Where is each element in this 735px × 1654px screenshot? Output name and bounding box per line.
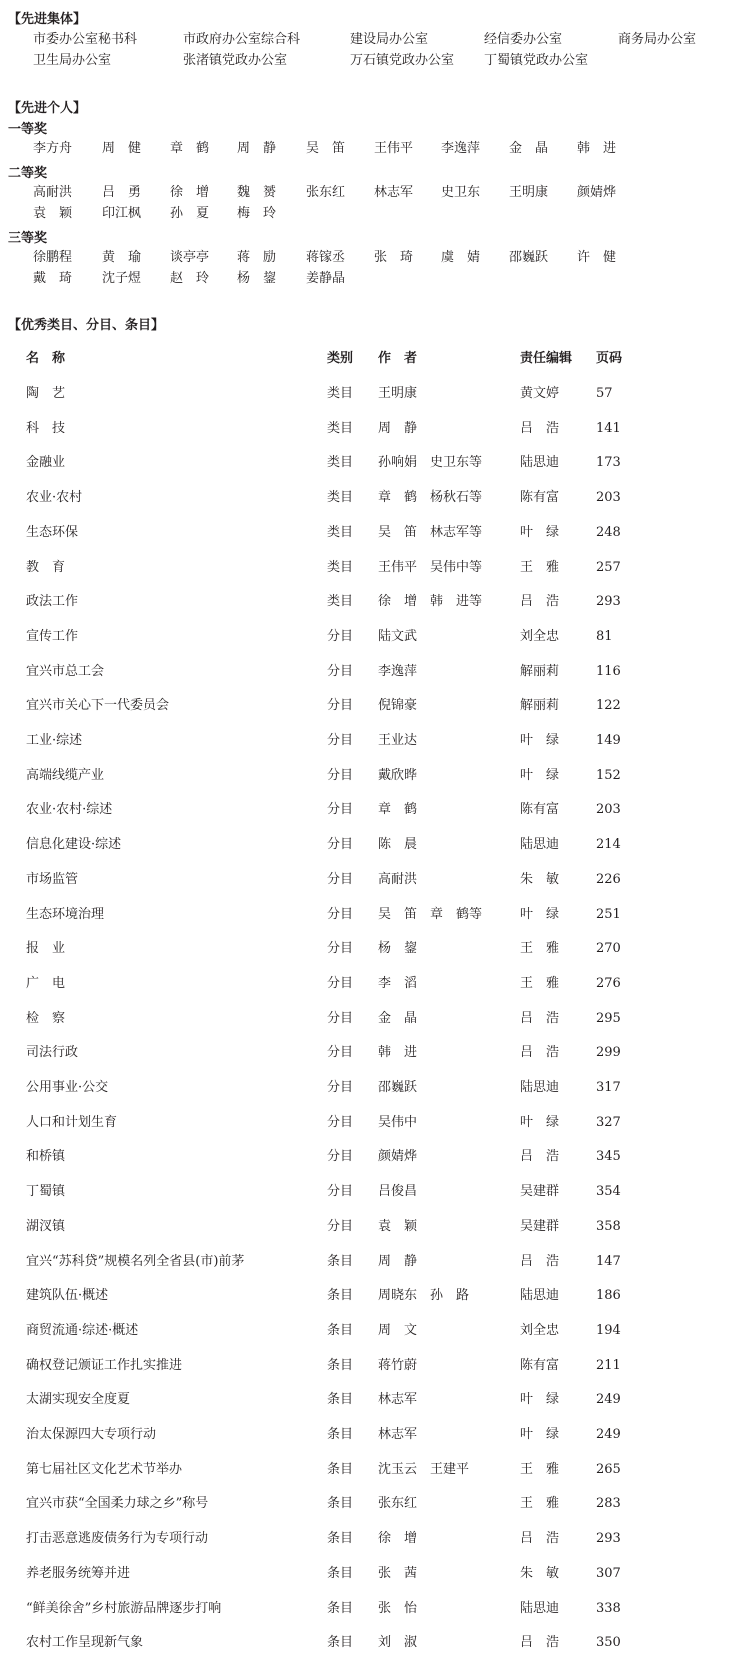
cell-type: 条目 bbox=[327, 1566, 354, 1581]
cell-editor: 黄文婷 bbox=[520, 386, 560, 401]
cell-type: 条目 bbox=[327, 1601, 354, 1616]
cell-name: 工业·综述 bbox=[26, 733, 83, 748]
cell-type: 条目 bbox=[327, 1427, 354, 1442]
cell-author: 徐 增 bbox=[378, 1531, 418, 1546]
cell-page: 307 bbox=[596, 1566, 621, 1581]
cell-name: 第七届社区文化艺术节举办 bbox=[26, 1462, 183, 1477]
cell-name: 信息化建设·综述 bbox=[26, 837, 122, 852]
cell-author: 张东红 bbox=[378, 1496, 418, 1511]
person-name: 袁 颖 bbox=[33, 206, 73, 221]
cell-author: 高耐洪 bbox=[378, 872, 418, 887]
person-name: 吴 笛 bbox=[306, 141, 346, 156]
cell-author: 林志军 bbox=[378, 1392, 418, 1407]
cell-name: 宜兴市总工会 bbox=[26, 664, 105, 679]
cell-page: 358 bbox=[596, 1219, 621, 1234]
cell-author: 倪锦豪 bbox=[378, 698, 418, 713]
person-name: 沈子煜 bbox=[102, 271, 142, 286]
cell-author: 周 文 bbox=[378, 1323, 418, 1338]
cell-editor: 叶 绿 bbox=[520, 768, 560, 783]
cell-editor: 王 雅 bbox=[520, 941, 560, 956]
table-row bbox=[0, 1146, 735, 1168]
cell-type: 类目 bbox=[327, 560, 354, 575]
person-name: 张 琦 bbox=[374, 250, 414, 265]
cell-name: 检 察 bbox=[26, 1011, 66, 1026]
cell-page: 283 bbox=[596, 1496, 621, 1511]
table-row bbox=[0, 522, 735, 544]
person-name: 周 静 bbox=[237, 141, 277, 156]
cell-editor: 吕 浩 bbox=[520, 1635, 560, 1650]
table-row bbox=[0, 765, 735, 787]
cell-page: 295 bbox=[596, 1011, 621, 1026]
cell-page: 249 bbox=[596, 1427, 621, 1442]
cell-page: 226 bbox=[596, 872, 621, 887]
cell-page: 265 bbox=[596, 1462, 621, 1477]
cell-editor: 陆思迪 bbox=[520, 1080, 560, 1095]
cell-author: 刘 淑 bbox=[378, 1635, 418, 1650]
cell-name: 商贸流通·综述·概述 bbox=[26, 1323, 139, 1338]
cell-editor: 解丽莉 bbox=[520, 698, 560, 713]
cell-type: 分目 bbox=[327, 1184, 354, 1199]
person-name: 蒋镓丞 bbox=[306, 250, 346, 265]
cell-editor: 陆思迪 bbox=[520, 837, 560, 852]
collective-unit: 万石镇党政办公室 bbox=[350, 53, 455, 68]
cell-editor: 刘全忠 bbox=[520, 1323, 560, 1338]
cell-name: 报 业 bbox=[26, 941, 66, 956]
cell-editor: 叶 绿 bbox=[520, 525, 560, 540]
person-name: 史卫东 bbox=[441, 185, 481, 200]
person-name: 周 健 bbox=[102, 141, 142, 156]
cell-type: 条目 bbox=[327, 1358, 354, 1373]
collective-unit: 市委办公室秘书科 bbox=[33, 32, 138, 47]
cell-editor: 王 雅 bbox=[520, 560, 560, 575]
cell-editor: 叶 绿 bbox=[520, 733, 560, 748]
cell-page: 257 bbox=[596, 560, 621, 575]
table-row bbox=[0, 591, 735, 613]
table-row bbox=[0, 1355, 735, 1377]
cell-editor: 吕 浩 bbox=[520, 1011, 560, 1026]
cell-name: 教 育 bbox=[26, 560, 66, 575]
cell-author: 王伟平 吴伟中等 bbox=[378, 560, 483, 575]
table-row bbox=[0, 904, 735, 926]
table-row bbox=[0, 1042, 735, 1064]
cell-type: 条目 bbox=[327, 1531, 354, 1546]
table-row bbox=[0, 1181, 735, 1203]
cell-type: 条目 bbox=[327, 1392, 354, 1407]
table-row bbox=[0, 1424, 735, 1446]
cell-editor: 吕 浩 bbox=[520, 1045, 560, 1060]
cell-author: 陈 晨 bbox=[378, 837, 418, 852]
table-row bbox=[0, 661, 735, 683]
cell-author: 陆文武 bbox=[378, 629, 418, 644]
cell-page: 276 bbox=[596, 976, 621, 991]
column-header-editor: 责任编辑 bbox=[520, 351, 573, 366]
cell-name: 农业·农村 bbox=[26, 490, 83, 505]
cell-author: 戴欣晔 bbox=[378, 768, 418, 783]
cell-name: 陶 艺 bbox=[26, 386, 66, 401]
person-name: 赵 玲 bbox=[170, 271, 210, 286]
cell-name: 农村工作呈现新气象 bbox=[26, 1635, 144, 1650]
table-row bbox=[0, 1216, 735, 1238]
person-name: 孙 夏 bbox=[170, 206, 210, 221]
cell-name: 宜兴“苏科贷”规模名列全省县(市)前茅 bbox=[26, 1254, 245, 1269]
cell-name: 生态环境治理 bbox=[26, 907, 105, 922]
cell-name: 宜兴市获“全国柔力球之乡”称号 bbox=[26, 1496, 209, 1511]
cell-author: 张 怡 bbox=[378, 1601, 418, 1616]
table-row bbox=[0, 557, 735, 579]
table-row bbox=[0, 834, 735, 856]
cell-author: 沈玉云 王建平 bbox=[378, 1462, 470, 1477]
cell-page: 173 bbox=[596, 455, 621, 470]
cell-name: 市场监管 bbox=[26, 872, 79, 887]
person-name: 邵巍跃 bbox=[509, 250, 549, 265]
cell-editor: 吕 浩 bbox=[520, 421, 560, 436]
cell-type: 类目 bbox=[327, 455, 354, 470]
cell-name: 湖汊镇 bbox=[26, 1219, 66, 1234]
cell-editor: 吴建群 bbox=[520, 1184, 560, 1199]
cell-name: 人口和计划生育 bbox=[26, 1115, 118, 1130]
person-name: 魏 赟 bbox=[237, 185, 277, 200]
person-name: 王明康 bbox=[509, 185, 549, 200]
cell-author: 袁 颖 bbox=[378, 1219, 418, 1234]
cell-page: 345 bbox=[596, 1149, 621, 1164]
table-row bbox=[0, 1320, 735, 1342]
table-row bbox=[0, 418, 735, 440]
collective-unit: 张渚镇党政办公室 bbox=[183, 53, 288, 68]
second-prize-label: 二等奖 bbox=[8, 166, 48, 181]
table-header bbox=[0, 348, 735, 370]
table-row bbox=[0, 626, 735, 648]
cell-page: 338 bbox=[596, 1601, 621, 1616]
person-name: 谈亭亭 bbox=[170, 250, 210, 265]
cell-editor: 王 雅 bbox=[520, 1496, 560, 1511]
cell-editor: 叶 绿 bbox=[520, 1427, 560, 1442]
table-row bbox=[0, 1285, 735, 1307]
cell-page: 317 bbox=[596, 1080, 621, 1095]
cell-editor: 王 雅 bbox=[520, 1462, 560, 1477]
column-header-author: 作 者 bbox=[378, 351, 418, 366]
cell-name: 司法行政 bbox=[26, 1045, 79, 1060]
cell-editor: 陈有富 bbox=[520, 1358, 560, 1373]
collective-unit: 市政府办公室综合科 bbox=[183, 32, 301, 47]
excellent-heading: 【优秀类目、分目、条目】 bbox=[8, 318, 165, 333]
cell-editor: 陈有富 bbox=[520, 802, 560, 817]
cell-page: 152 bbox=[596, 768, 621, 783]
cell-type: 条目 bbox=[327, 1288, 354, 1303]
table-row bbox=[0, 1077, 735, 1099]
cell-author: 蒋竹蔚 bbox=[378, 1358, 418, 1373]
table-row bbox=[0, 1008, 735, 1030]
cell-type: 类目 bbox=[327, 525, 354, 540]
cell-type: 分目 bbox=[327, 733, 354, 748]
third-prize-label: 三等奖 bbox=[8, 231, 48, 246]
person-name: 虞 婧 bbox=[441, 250, 481, 265]
cell-author: 吴 笛 林志军等 bbox=[378, 525, 483, 540]
cell-name: 打击恶意逃废债务行为专项行动 bbox=[26, 1531, 209, 1546]
person-name: 黄 瑜 bbox=[102, 250, 142, 265]
cell-editor: 朱 敏 bbox=[520, 1566, 560, 1581]
cell-editor: 陆思迪 bbox=[520, 1288, 560, 1303]
cell-editor: 叶 绿 bbox=[520, 1115, 560, 1130]
table-row bbox=[0, 383, 735, 405]
person-name: 金 晶 bbox=[509, 141, 549, 156]
person-name: 李逸萍 bbox=[441, 141, 481, 156]
cell-page: 251 bbox=[596, 907, 621, 922]
cell-type: 分目 bbox=[327, 698, 354, 713]
table-row bbox=[0, 938, 735, 960]
cell-type: 条目 bbox=[327, 1635, 354, 1650]
cell-type: 分目 bbox=[327, 664, 354, 679]
cell-page: 327 bbox=[596, 1115, 621, 1130]
cell-page: 203 bbox=[596, 802, 621, 817]
cell-name: “鲜美徐舍”乡村旅游品牌逐步打响 bbox=[26, 1601, 222, 1616]
person-name: 高耐洪 bbox=[33, 185, 73, 200]
cell-name: 丁蜀镇 bbox=[26, 1184, 66, 1199]
person-name: 李方舟 bbox=[33, 141, 73, 156]
cell-type: 分目 bbox=[327, 837, 354, 852]
cell-editor: 陈有富 bbox=[520, 490, 560, 505]
cell-type: 条目 bbox=[327, 1496, 354, 1511]
cell-editor: 刘全忠 bbox=[520, 629, 560, 644]
cell-author: 李逸萍 bbox=[378, 664, 418, 679]
cell-page: 354 bbox=[596, 1184, 621, 1199]
person-name: 章 鹤 bbox=[170, 141, 210, 156]
cell-editor: 吕 浩 bbox=[520, 1149, 560, 1164]
cell-author: 李 滔 bbox=[378, 976, 418, 991]
cell-name: 广 电 bbox=[26, 976, 66, 991]
table-row bbox=[0, 1598, 735, 1620]
cell-editor: 吕 浩 bbox=[520, 1531, 560, 1546]
collective-unit: 商务局办公室 bbox=[618, 32, 697, 47]
collective-unit: 建设局办公室 bbox=[350, 32, 429, 47]
cell-name: 政法工作 bbox=[26, 594, 79, 609]
cell-editor: 朱 敏 bbox=[520, 872, 560, 887]
cell-author: 徐 增 韩 进等 bbox=[378, 594, 483, 609]
person-name: 梅 玲 bbox=[237, 206, 277, 221]
column-header-page: 页码 bbox=[596, 351, 623, 366]
table-row bbox=[0, 487, 735, 509]
cell-author: 王明康 bbox=[378, 386, 418, 401]
cell-author: 颜婧烨 bbox=[378, 1149, 418, 1164]
cell-editor: 陆思迪 bbox=[520, 455, 560, 470]
collective-unit: 卫生局办公室 bbox=[33, 53, 112, 68]
cell-author: 金 晶 bbox=[378, 1011, 418, 1026]
cell-type: 分目 bbox=[327, 1115, 354, 1130]
cell-editor: 叶 绿 bbox=[520, 907, 560, 922]
cell-type: 分目 bbox=[327, 1045, 354, 1060]
cell-editor: 解丽莉 bbox=[520, 664, 560, 679]
person-name: 徐 增 bbox=[170, 185, 210, 200]
cell-page: 122 bbox=[596, 698, 621, 713]
table-row bbox=[0, 1459, 735, 1481]
cell-author: 韩 进 bbox=[378, 1045, 418, 1060]
cell-author: 林志军 bbox=[378, 1427, 418, 1442]
cell-name: 宣传工作 bbox=[26, 629, 79, 644]
table-row bbox=[0, 973, 735, 995]
table-row bbox=[0, 1112, 735, 1134]
cell-type: 类目 bbox=[327, 386, 354, 401]
cell-editor: 吕 浩 bbox=[520, 594, 560, 609]
cell-page: 299 bbox=[596, 1045, 621, 1060]
cell-editor: 王 雅 bbox=[520, 976, 560, 991]
cell-name: 宜兴市关心下一代委员会 bbox=[26, 698, 170, 713]
cell-author: 邵巍跃 bbox=[378, 1080, 418, 1095]
cell-page: 194 bbox=[596, 1323, 621, 1338]
cell-page: 203 bbox=[596, 490, 621, 505]
cell-author: 周晓东 孙 路 bbox=[378, 1288, 470, 1303]
cell-type: 分目 bbox=[327, 1011, 354, 1026]
cell-type: 分目 bbox=[327, 907, 354, 922]
table-row bbox=[0, 695, 735, 717]
cell-name: 养老服务统筹并进 bbox=[26, 1566, 131, 1581]
cell-author: 周 静 bbox=[378, 421, 418, 436]
cell-author: 吴伟中 bbox=[378, 1115, 418, 1130]
cell-author: 章 鹤 杨秋石等 bbox=[378, 490, 483, 505]
cell-name: 农业·农村·综述 bbox=[26, 802, 113, 817]
cell-name: 生态环保 bbox=[26, 525, 79, 540]
person-name: 蒋 励 bbox=[237, 250, 277, 265]
cell-type: 类目 bbox=[327, 421, 354, 436]
table-row bbox=[0, 1493, 735, 1515]
cell-type: 分目 bbox=[327, 872, 354, 887]
cell-type: 类目 bbox=[327, 490, 354, 505]
cell-author: 吴 笛 章 鹤等 bbox=[378, 907, 483, 922]
collective-unit: 丁蜀镇党政办公室 bbox=[484, 53, 589, 68]
cell-type: 分目 bbox=[327, 1149, 354, 1164]
cell-page: 116 bbox=[596, 664, 621, 679]
table-row bbox=[0, 1528, 735, 1550]
table-row bbox=[0, 452, 735, 474]
cell-name: 太湖实现安全度夏 bbox=[26, 1392, 131, 1407]
cell-page: 81 bbox=[596, 629, 613, 644]
table-row bbox=[0, 1389, 735, 1411]
cell-page: 293 bbox=[596, 594, 621, 609]
cell-name: 公用事业·公交 bbox=[26, 1080, 109, 1095]
cell-type: 分目 bbox=[327, 768, 354, 783]
cell-name: 科 技 bbox=[26, 421, 66, 436]
first-prize-label: 一等奖 bbox=[8, 122, 48, 137]
cell-name: 确权登记颁证工作扎实推进 bbox=[26, 1358, 183, 1373]
cell-page: 249 bbox=[596, 1392, 621, 1407]
table-row bbox=[0, 869, 735, 891]
cell-editor: 陆思迪 bbox=[520, 1601, 560, 1616]
collective-heading: 【先进集体】 bbox=[8, 12, 87, 27]
cell-page: 186 bbox=[596, 1288, 621, 1303]
cell-type: 条目 bbox=[327, 1254, 354, 1269]
cell-author: 王业达 bbox=[378, 733, 418, 748]
cell-type: 分目 bbox=[327, 1080, 354, 1095]
cell-page: 293 bbox=[596, 1531, 621, 1546]
cell-author: 孙响娟 史卫东等 bbox=[378, 455, 483, 470]
cell-name: 金融业 bbox=[26, 455, 66, 470]
person-name: 姜静晶 bbox=[306, 271, 346, 286]
cell-page: 149 bbox=[596, 733, 621, 748]
cell-editor: 吴建群 bbox=[520, 1219, 560, 1234]
cell-name: 建筑队伍·概述 bbox=[26, 1288, 109, 1303]
cell-type: 分目 bbox=[327, 976, 354, 991]
cell-page: 214 bbox=[596, 837, 621, 852]
column-header-name: 名 称 bbox=[26, 351, 66, 366]
cell-author: 周 静 bbox=[378, 1254, 418, 1269]
cell-page: 350 bbox=[596, 1635, 621, 1650]
cell-type: 分目 bbox=[327, 802, 354, 817]
table-row bbox=[0, 1563, 735, 1585]
cell-page: 141 bbox=[596, 421, 621, 436]
cell-name: 高端线缆产业 bbox=[26, 768, 105, 783]
table-row bbox=[0, 799, 735, 821]
person-name: 杨 鋆 bbox=[237, 271, 277, 286]
cell-page: 147 bbox=[596, 1254, 621, 1269]
cell-author: 杨 鋆 bbox=[378, 941, 418, 956]
person-name: 颜婧烨 bbox=[577, 185, 617, 200]
collective-unit: 经信委办公室 bbox=[484, 32, 563, 47]
cell-name: 和桥镇 bbox=[26, 1149, 66, 1164]
column-header-type: 类别 bbox=[327, 351, 354, 366]
cell-type: 分目 bbox=[327, 629, 354, 644]
person-name: 张东红 bbox=[306, 185, 346, 200]
cell-author: 吕俊昌 bbox=[378, 1184, 418, 1199]
cell-page: 211 bbox=[596, 1358, 621, 1373]
person-name: 吕 勇 bbox=[102, 185, 142, 200]
cell-author: 张 茜 bbox=[378, 1566, 418, 1581]
person-name: 徐鹏程 bbox=[33, 250, 73, 265]
person-name: 戴 琦 bbox=[33, 271, 73, 286]
cell-type: 条目 bbox=[327, 1462, 354, 1477]
cell-type: 类目 bbox=[327, 594, 354, 609]
cell-type: 条目 bbox=[327, 1323, 354, 1338]
person-name: 韩 进 bbox=[577, 141, 617, 156]
cell-editor: 吕 浩 bbox=[520, 1254, 560, 1269]
table-row bbox=[0, 1251, 735, 1273]
person-name: 印江枫 bbox=[102, 206, 142, 221]
table-row bbox=[0, 730, 735, 752]
cell-name: 治太保源四大专项行动 bbox=[26, 1427, 157, 1442]
cell-page: 57 bbox=[596, 386, 613, 401]
cell-type: 分目 bbox=[327, 941, 354, 956]
cell-page: 270 bbox=[596, 941, 621, 956]
cell-author: 章 鹤 bbox=[378, 802, 418, 817]
person-name: 林志军 bbox=[374, 185, 414, 200]
person-name: 王伟平 bbox=[374, 141, 414, 156]
cell-type: 分目 bbox=[327, 1219, 354, 1234]
individual-heading: 【先进个人】 bbox=[8, 101, 87, 116]
cell-page: 248 bbox=[596, 525, 621, 540]
person-name: 许 健 bbox=[577, 250, 617, 265]
cell-editor: 叶 绿 bbox=[520, 1392, 560, 1407]
